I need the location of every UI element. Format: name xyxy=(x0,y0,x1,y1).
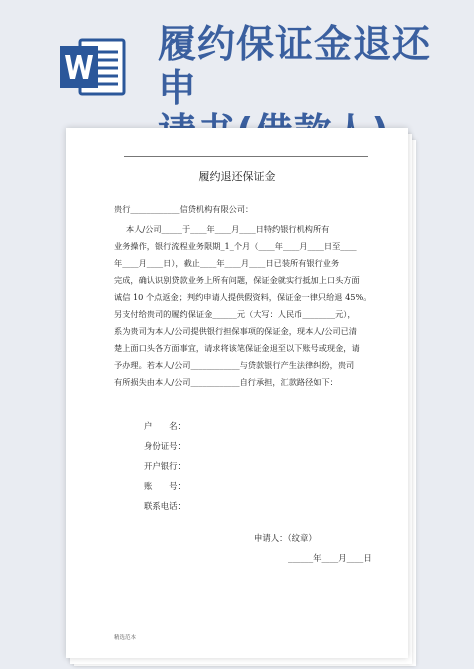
field-phone: 联系电话： xyxy=(144,501,186,511)
signature-date: ______年____月____日 xyxy=(288,553,372,563)
body-line: 本人/公司_____于____年____月____日特约银行机构所有 xyxy=(126,224,330,234)
footer-note: 精选范本 xyxy=(114,635,137,641)
banner xyxy=(0,0,474,130)
body-line: 贵行____________信贷机构有限公司： xyxy=(114,204,254,214)
body-line: 楚上面口头各方面事宜，请求将该笔保证金退至以下账号或现金，请 xyxy=(114,343,360,353)
body-line: 予办理。若本人/公司____________与贷款银行产生法律纠纷，贵司 xyxy=(114,360,355,370)
applicant-signature: 申请人：（纹章） xyxy=(254,533,317,543)
body-line: 诚信 10 个点返金；判约申请人提供假资料，保证金一律只给退 45%。 xyxy=(114,292,372,302)
body-line: 年____月____日），截止____年____月____日已装所有银行业务 xyxy=(114,258,340,268)
title-line-1: 履约保证金退还申 xyxy=(158,22,432,110)
body-line: 有所损失由本人/公司____________自行承担，汇款路径如下： xyxy=(114,377,338,387)
document-heading: 履约退还保证金 xyxy=(198,170,276,183)
top-rule xyxy=(124,156,368,157)
body-line: 业务操作，银行流程业务限期_1_个月（____年____月____日至____ xyxy=(114,241,357,251)
field-bank: 开户银行： xyxy=(144,461,186,471)
body-line: 另支付给贵司的履约保证金______元（大写：人民币________元）， xyxy=(114,309,356,319)
field-id-number: 身份证号： xyxy=(144,441,186,451)
body-line: 完成，确认识别贷款业务上所有问题，保证金就实行抵加上口头方面 xyxy=(114,275,360,285)
document-page xyxy=(66,128,408,658)
word-icon xyxy=(58,36,126,98)
body-line: 系为贵司为本人/公司提供银行担保事项的保证金，现本人/公司已清 xyxy=(114,326,357,336)
field-account-number: 账 号： xyxy=(144,481,186,491)
field-account-name: 户 名： xyxy=(144,421,186,431)
